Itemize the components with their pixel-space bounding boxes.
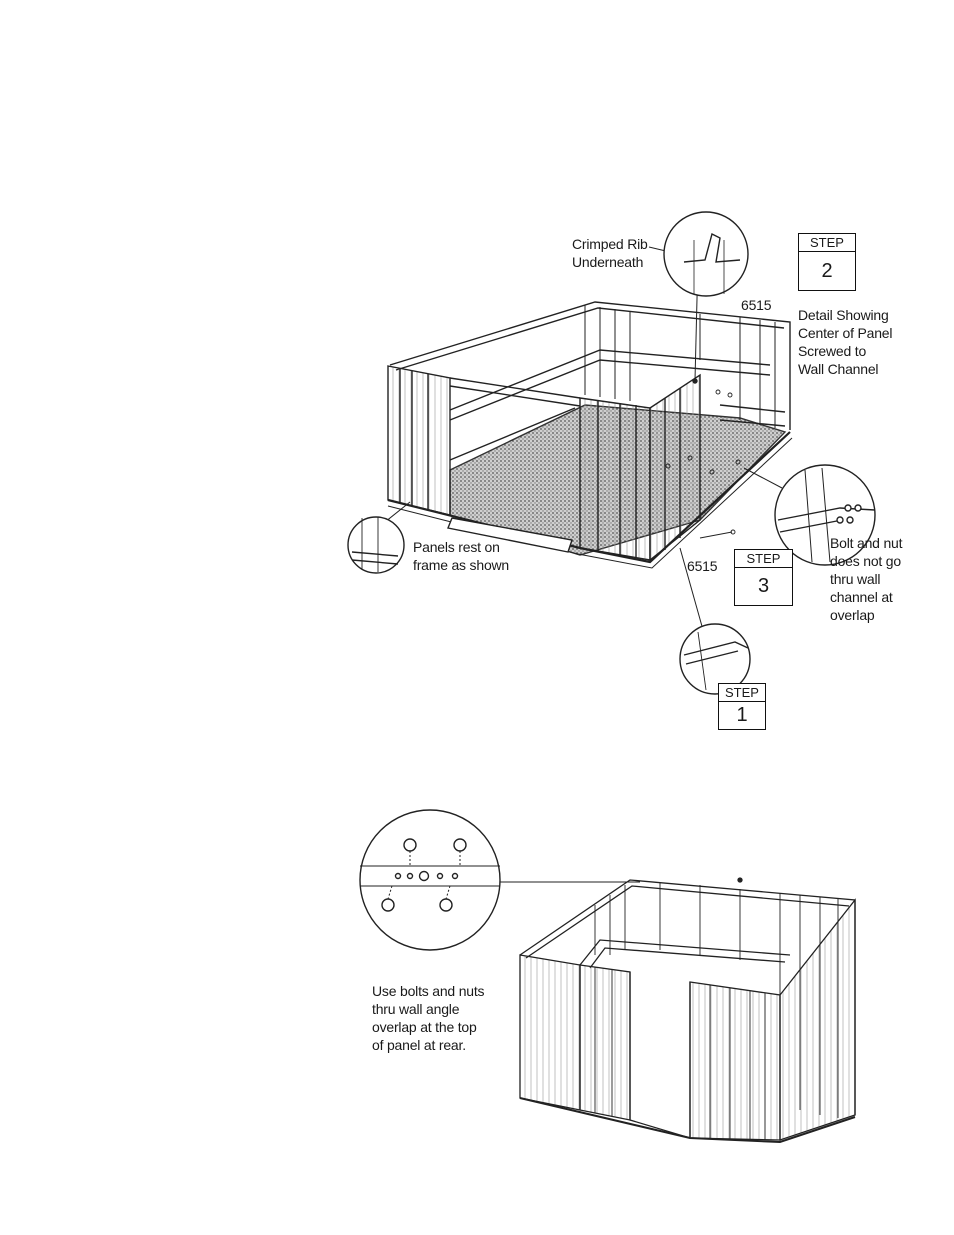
step-3-box [734,549,793,606]
step-3-word: STEP [735,550,792,568]
step-1-number: 1 [736,704,748,726]
crimped-rib-label: Crimped Rib Underneath [572,236,648,270]
step-1-word: STEP [719,684,765,702]
detail-circle-panel-rest [348,517,404,573]
detail-showing-label: Detail Showing Center of Panel Screwed to Wall Channel [798,307,893,377]
bolts-nuts-label: Use bolts and nuts thru wall angle overlap at the top of panel at rear. [372,983,485,1053]
detail-circle-rear-bolts [360,810,500,950]
step-2-word: STEP [799,234,855,252]
step-1-box [718,683,766,730]
part-number-top: 6515 [741,297,772,313]
panels-rest-label: Panels rest on frame as shown [413,539,510,573]
detail-circle-crimped-rib [664,212,748,296]
step-3-number: 3 [757,575,770,597]
part-number-bottom: 6515 [687,558,718,574]
shed-walls-figure-2 [500,878,855,1142]
shed-frame-figure-1 [375,247,792,637]
step-2-number: 2 [821,260,833,282]
step-2-box [798,233,856,291]
bolt-nut-label: Bolt and nut does not go thru wall channel at overlap [830,535,903,623]
